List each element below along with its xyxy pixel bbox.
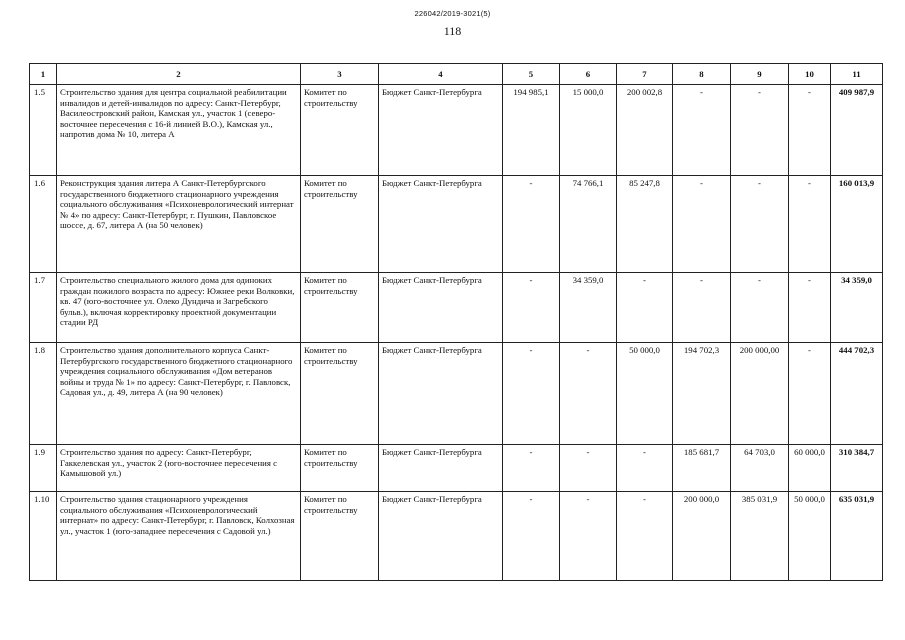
column-header: 4 [379, 64, 503, 85]
row-total: 409 987,9 [831, 85, 883, 176]
table-row [30, 492, 883, 581]
row-number: 1.10 [30, 492, 57, 581]
row-total: 444 702,3 [831, 343, 883, 445]
document-id: 226042/2019-3021(5) [414, 9, 491, 18]
value-col-8: - [673, 176, 731, 273]
value-col-5: - [503, 445, 560, 492]
row-number: 1.7 [30, 273, 57, 343]
row-number: 1.5 [30, 85, 57, 176]
row-total: 310 384,7 [831, 445, 883, 492]
value-col-10: 60 000,0 [789, 445, 831, 492]
column-header: 3 [301, 64, 379, 85]
value-col-6: 15 000,0 [560, 85, 617, 176]
value-col-6: - [560, 445, 617, 492]
funding-source: Бюджет Санкт-Петербурга [379, 85, 503, 176]
funding-source: Бюджет Санкт-Петербурга [379, 445, 503, 492]
column-header: 10 [789, 64, 831, 85]
value-col-5: - [503, 492, 560, 581]
responsible-agent: Комитет по строительству [301, 85, 379, 176]
column-header: 7 [617, 64, 673, 85]
value-col-9: 385 031,9 [731, 492, 789, 581]
responsible-agent: Комитет по строительству [301, 445, 379, 492]
value-col-10: 50 000,0 [789, 492, 831, 581]
value-col-5: 194 985,1 [503, 85, 560, 176]
object-name: Строительство специального жилого дома для одиноких граждан пожилого возраста по адресу: Южнее реки Волковки, кв. 47 (юго-восточнее ул. Олеко Дундича и Загребского бульв.), включая корректировку проектной документации стадии РД [57, 273, 301, 343]
value-col-10: - [789, 85, 831, 176]
value-col-6: 34 359,0 [560, 273, 617, 343]
value-col-6: 74 766,1 [560, 176, 617, 273]
value-col-8: 194 702,3 [673, 343, 731, 445]
value-col-7: - [617, 445, 673, 492]
value-col-9: 64 703,0 [731, 445, 789, 492]
value-col-5: - [503, 176, 560, 273]
table-row [30, 273, 883, 343]
value-col-7: - [617, 273, 673, 343]
row-total: 34 359,0 [831, 273, 883, 343]
value-col-8: - [673, 85, 731, 176]
column-header: 9 [731, 64, 789, 85]
responsible-agent: Комитет по строительству [301, 343, 379, 445]
row-total: 160 013,9 [831, 176, 883, 273]
table-row [30, 445, 883, 492]
column-header: 11 [831, 64, 883, 85]
value-col-7: 85 247,8 [617, 176, 673, 273]
responsible-agent: Комитет по строительству [301, 492, 379, 581]
object-name: Строительство здания по адресу: Санкт-Петербург, Гаккелевская ул., участок 2 (юго-восточнее пересечения с Камышовой ул.) [57, 445, 301, 492]
value-col-9: - [731, 176, 789, 273]
row-number: 1.8 [30, 343, 57, 445]
value-col-9: - [731, 85, 789, 176]
value-col-8: - [673, 273, 731, 343]
row-total: 635 031,9 [831, 492, 883, 581]
responsible-agent: Комитет по строительству [301, 273, 379, 343]
value-col-6: - [560, 492, 617, 581]
responsible-agent: Комитет по строительству [301, 176, 379, 273]
column-header: 2 [57, 64, 301, 85]
column-header: 1 [30, 64, 57, 85]
funding-source: Бюджет Санкт-Петербурга [379, 273, 503, 343]
funding-source: Бюджет Санкт-Петербурга [379, 176, 503, 273]
header-row [30, 64, 883, 85]
funding-source: Бюджет Санкт-Петербурга [379, 343, 503, 445]
value-col-6: - [560, 343, 617, 445]
value-col-8: 185 681,7 [673, 445, 731, 492]
value-col-9: - [731, 273, 789, 343]
page-number: 118 [443, 24, 462, 38]
object-name: Реконструкция здания литера А Санкт-Петербургского государственного бюджетного стационарного учреждения социального обслуживания «Психоневрологический интернат № 4» по адресу: Санкт-Петербург, г. Пушкин, Павловское шоссе, д. 67, литера А (на 50 человек) [57, 176, 301, 273]
column-header: 8 [673, 64, 731, 85]
value-col-7: 50 000,0 [617, 343, 673, 445]
object-name: Строительство здания дополнительного корпуса Санкт-Петербургского государственного бюджетного стационарного учреждения социального обслуживания «Дом ветеранов войны и труда № 1» по адресу: Санкт-Петербург, г. Павловск, Садовая ул., д. 49, литера А (на 90 человек) [57, 343, 301, 445]
column-header: 6 [560, 64, 617, 85]
object-name: Строительство здания стационарного учреждения социального обслуживания «Психоневрологический интернат» по адресу: Санкт-Петербург, г. Павловск, Колхозная ул., участок 1 (юго-западнее пересечения с Садовой ул.) [57, 492, 301, 581]
row-number: 1.6 [30, 176, 57, 273]
value-col-7: 200 002,8 [617, 85, 673, 176]
value-col-8: 200 000,0 [673, 492, 731, 581]
value-col-5: - [503, 343, 560, 445]
value-col-9: 200 000,00 [731, 343, 789, 445]
value-col-7: - [617, 492, 673, 581]
table-row [30, 176, 883, 273]
object-name: Строительство здания для центра социальной реабилитации инвалидов и детей-инвалидов по адресу: Санкт-Петербург, Василеостровский район, Камская ул., участок 1 (северо-восточнее пересечения с 16-й линией В.О.), Камская ул., напротив дома № 10, литера А [57, 85, 301, 176]
funding-source: Бюджет Санкт-Петербурга [379, 492, 503, 581]
budget-table [29, 63, 883, 581]
row-number: 1.9 [30, 445, 57, 492]
value-col-5: - [503, 273, 560, 343]
value-col-10: - [789, 343, 831, 445]
table-row [30, 343, 883, 445]
column-header: 5 [503, 64, 560, 85]
value-col-10: - [789, 273, 831, 343]
table-row [30, 85, 883, 176]
value-col-10: - [789, 176, 831, 273]
